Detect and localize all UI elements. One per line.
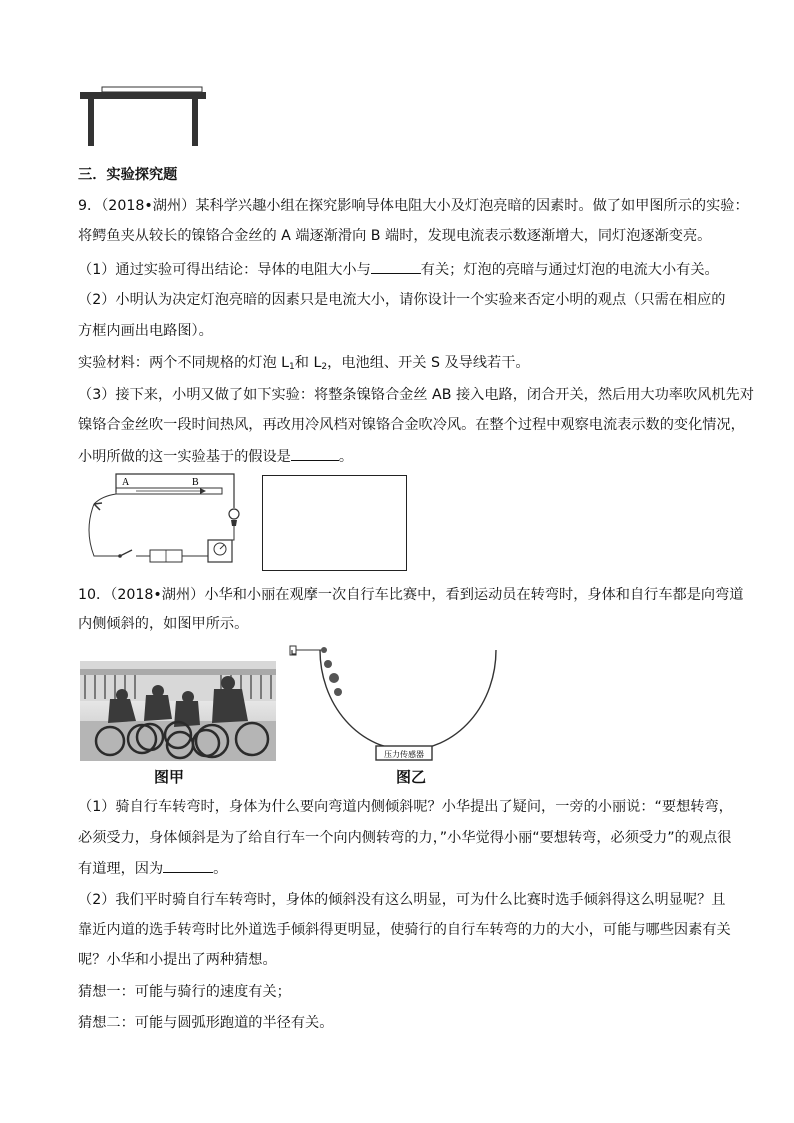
q10-part-1-text-a: 有道理，因为 xyxy=(78,861,164,877)
q9-part-2-line-1: （2）小明认为决定灯泡亮暗的因素只是电流大小，请你设计一个实验来否定小明的观点（只需在相应的 xyxy=(78,292,726,308)
answer-blank[interactable] xyxy=(291,446,339,461)
materials-text-c: ，电池组、开关 S 及导线若干。 xyxy=(327,355,530,371)
circuit-label-a: A xyxy=(122,477,130,488)
caption-jia: 图甲 xyxy=(154,768,185,786)
q9-part-2-line-2: 方框内画出电路图）。 xyxy=(78,323,213,339)
table-illustration xyxy=(78,82,208,148)
guess-1: 猜想一：可能与骑行的速度有关； xyxy=(78,984,291,1000)
q9-part-3-line-3 xyxy=(78,446,353,467)
materials-sub-1: 1 xyxy=(289,362,295,372)
q9-part-3-line-1: （3）接下来，小明又做了如下实验：将整条镍铬合金丝 AB 接入电路，闭合开关，然后用大功率吹风机先对 xyxy=(78,387,754,403)
cyclists-photo xyxy=(80,661,276,761)
track-diagram xyxy=(282,640,498,764)
answer-blank[interactable] xyxy=(163,858,213,873)
q9-part-3-text-b: 。 xyxy=(338,449,354,465)
q10-part-1-line-2: 必须受力，身体倾斜是为了给自行车一个向内侧转弯的力，”小华觉得小丽“要想转弯，必须受力”的观点很 xyxy=(78,830,732,846)
q10-part-1-line-3 xyxy=(78,858,227,879)
q9-materials xyxy=(78,353,530,377)
q10-part-2-line-2: 靠近内道的选手转弯时比外道选手倾斜得更明显，使骑行的自行车转弯的力的大小，可能与哪些因素有关 xyxy=(78,922,731,938)
materials-sub-2: 2 xyxy=(321,362,328,372)
q9-part-1-text-b: 有关；灯泡的亮暗与通过灯泡的电流大小有关。 xyxy=(420,262,719,278)
circuit-diagram xyxy=(80,470,245,570)
circuit-label-b: B xyxy=(192,477,199,488)
q9-part-3-line-2: 镍铬合金丝吹一段时间热风，再改用冷风档对镍铬合金吹冷风。在整个过程中观察电流表示数的变化情况， xyxy=(78,417,745,433)
q10-part-1-line-1: （1）骑自行车转弯时，身体为什么要向弯道内侧倾斜呢？小华提出了疑问，一旁的小丽说：“要想转弯， xyxy=(78,799,733,815)
cyclists-illustration xyxy=(80,661,276,761)
q10-stem-line-1: 10．（2018•湖州）小华和小丽在观摩一次自行车比赛中，看到运动员在转弯时，身体和自行车都是向弯道 xyxy=(78,587,744,603)
q9-part-1 xyxy=(78,259,719,280)
q9-part-3-text-a: 小明所做的这一实验基于的假设是 xyxy=(78,449,291,465)
q10-part-2-line-1: （2）我们平时骑自行车转弯时，身体的倾斜没有这么明显，可为什么比赛时选手倾斜得这么明显呢？且 xyxy=(78,892,726,908)
caption-yi: 图乙 xyxy=(396,768,427,786)
q10-part-2-line-3: 呢？小华和小提出了两种猜想。 xyxy=(78,952,277,968)
section-title: 三．实验探究题 xyxy=(78,167,178,183)
q9-part-1-text-a: （1）通过实验可得出结论：导体的电阻大小与 xyxy=(78,262,371,278)
q9-stem-line-1: 9．（2018•湖州）某科学兴趣小组在探究影响导体电阻大小及灯泡亮暗的因素时。做了如甲图所示的实验： xyxy=(78,198,749,214)
materials-text-a: 实验材料：两个不同规格的灯泡 L xyxy=(78,355,290,371)
q10-part-1-text-b: 。 xyxy=(213,861,228,877)
answer-blank[interactable] xyxy=(371,259,421,274)
pressure-sensor-label: 压力传感器 xyxy=(384,750,424,759)
guess-2: 猜想二：可能与圆弧形跑道的半径有关。 xyxy=(78,1015,334,1031)
q10-stem-line-2: 内侧倾斜的，如图甲所示。 xyxy=(78,616,249,632)
circuit-drawing-box[interactable] xyxy=(262,475,407,571)
materials-text-b: 和 L xyxy=(294,355,322,371)
q9-stem-line-2: 将鳄鱼夹从较长的镍铬合金丝的 A 端逐渐滑向 B 端时，发现电流表示数逐渐增大，同灯泡逐渐变亮。 xyxy=(78,228,712,244)
